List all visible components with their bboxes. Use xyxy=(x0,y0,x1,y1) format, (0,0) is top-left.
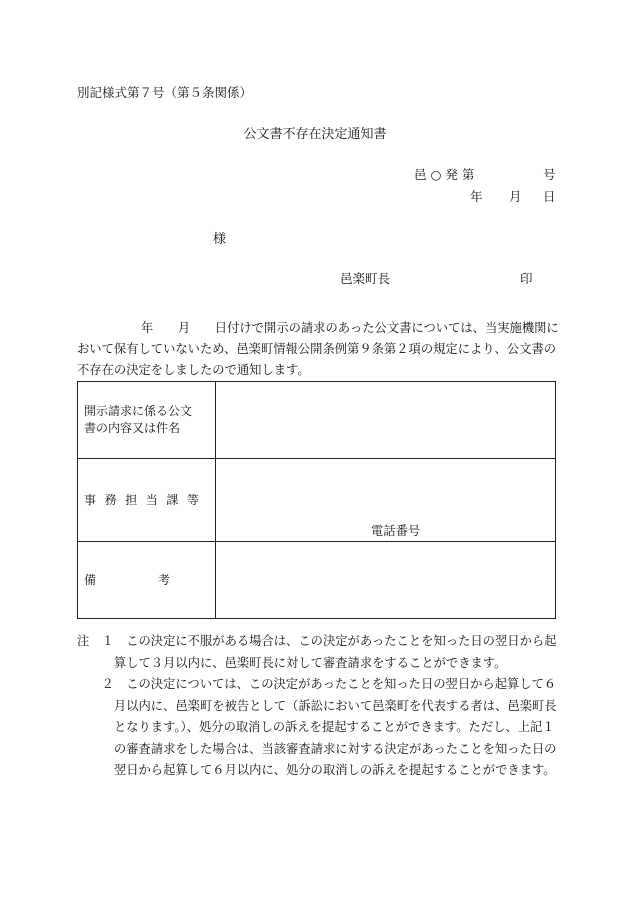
issuer-title: 邑楽町長 xyxy=(340,271,391,286)
department-label-char: 課 xyxy=(166,492,179,507)
remarks-label-char: 考 xyxy=(157,572,170,587)
department-label xyxy=(78,459,216,542)
remarks-label-char: 備 xyxy=(84,572,97,587)
body-text xyxy=(77,318,557,381)
remarks-field[interactable] xyxy=(216,542,556,619)
department-label-char: 等 xyxy=(186,492,199,507)
request-subject-label-line2: 書の内容又は件名 xyxy=(84,421,181,435)
date-day: 日 xyxy=(543,189,556,204)
request-subject-label xyxy=(78,382,216,459)
note-line: 月以内に、邑楽町を被告として（訴訟において邑楽町を代表する者は、邑楽町長 xyxy=(77,698,557,713)
date-year: 年 xyxy=(470,189,483,204)
table-row xyxy=(78,542,556,619)
form-number: 別記様式第７号（第５条関係） xyxy=(77,85,253,100)
note-line: ２ この決定については、この決定があったことを知った日の翌日から起算して６ xyxy=(77,677,557,691)
table-row xyxy=(78,382,556,459)
notes-section xyxy=(77,631,567,782)
seal-mark: 印 xyxy=(520,271,533,286)
request-subject-field[interactable] xyxy=(216,382,556,459)
document-number-prefix: 邑 ○ 発 第 xyxy=(414,167,475,182)
note-line: の審査請求をした場合は、当該審査請求に対する決定があったことを知った日の xyxy=(77,741,557,756)
note-line: 注 １ この決定に不服がある場合は、この決定があったことを知った日の翌日から起 xyxy=(77,634,557,648)
date-month: 月 xyxy=(509,189,522,204)
body-line: 不存在の決定をしましたので通知します。 xyxy=(77,363,310,377)
document-number-suffix: 号 xyxy=(543,167,556,182)
page-title: 公文書不存在決定通知書 xyxy=(243,127,387,142)
addressee-honorific: 様 xyxy=(213,232,227,247)
department-label-char: 担 xyxy=(125,492,138,507)
note-line: 算して３月以内に、邑楽町長に対して審査請求をすることができます。 xyxy=(77,655,507,670)
phone-number-label: 電話番号 xyxy=(371,524,421,538)
note-line: 翌日から起算して６月以内に、処分の取消しの訴えを提起することができます。 xyxy=(77,763,556,777)
request-subject-label-line1: 開示請求に係る公文 xyxy=(84,404,193,418)
department-label-char: 当 xyxy=(145,492,158,507)
table-row xyxy=(78,459,556,542)
remarks-label xyxy=(78,542,216,619)
department-label-char: 事 xyxy=(84,492,97,507)
department-field[interactable] xyxy=(216,459,556,542)
details-table xyxy=(77,381,556,619)
note-line: となります。）、処分の取消しの訴えを提起することができます。ただし、上記１ xyxy=(77,720,555,734)
department-label-char: 務 xyxy=(104,492,117,507)
body-line: 年 月 日付けで開示の請求のあった公文書については、当実施機関に xyxy=(141,321,559,335)
body-line: おいて保有していないため、邑楽町情報公開条例第９条第２項の規定により、公文書の xyxy=(77,342,557,356)
